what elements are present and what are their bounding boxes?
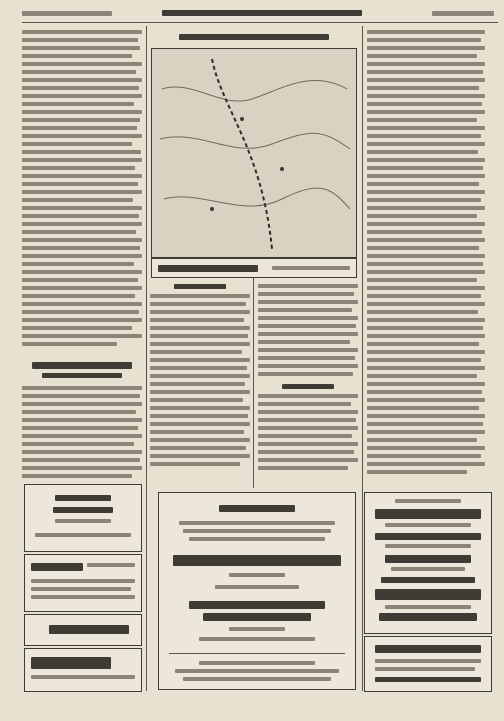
ad-box-1 bbox=[24, 484, 142, 552]
map-caption-plaque bbox=[151, 258, 357, 278]
right-column bbox=[367, 30, 485, 485]
column-rule-left bbox=[146, 26, 147, 691]
ad-box-right-2 bbox=[364, 636, 492, 692]
page-header bbox=[22, 6, 498, 28]
column-rule-center bbox=[253, 278, 254, 488]
death-notice bbox=[158, 492, 356, 690]
ad-box-4 bbox=[24, 648, 142, 692]
ad-box-right-1 bbox=[364, 492, 492, 634]
front-map bbox=[151, 48, 357, 258]
map-feature bbox=[149, 30, 359, 278]
ad-box-3 bbox=[24, 614, 142, 646]
center-column-left bbox=[150, 284, 250, 484]
ad-box-2 bbox=[24, 554, 142, 612]
column-rule-right bbox=[362, 26, 363, 691]
center-column-right bbox=[258, 284, 358, 484]
